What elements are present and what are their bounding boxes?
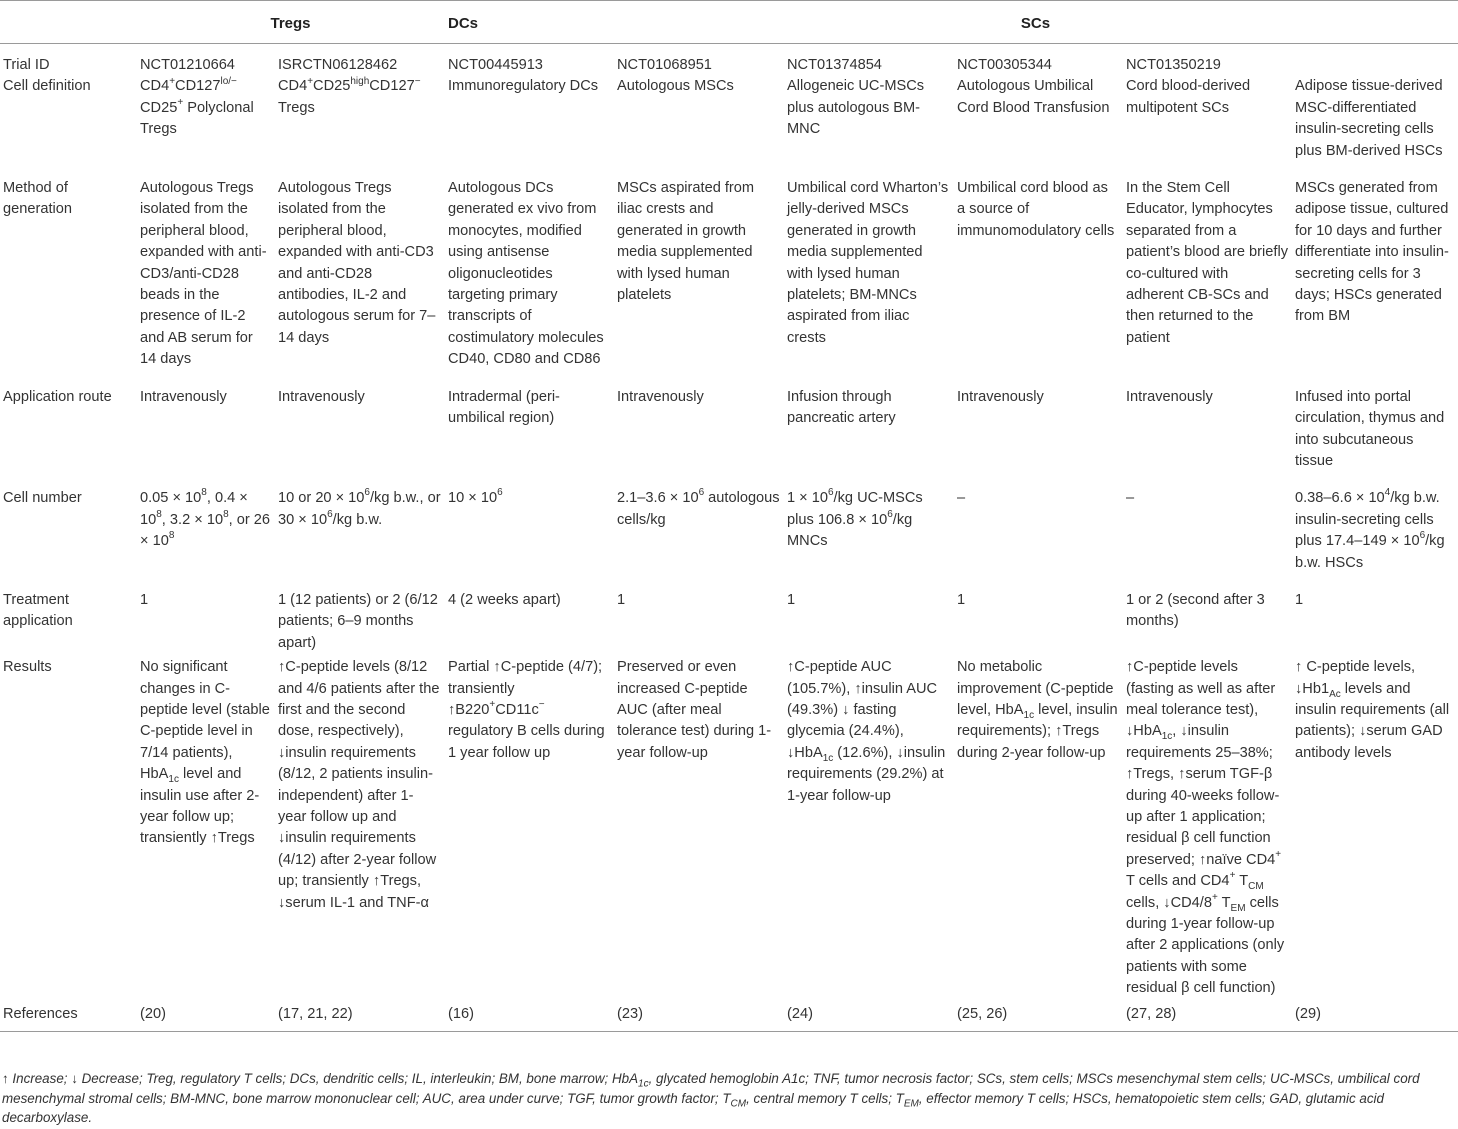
cell-route-col6: Intravenously [957, 388, 1044, 405]
row-label-res: Results [3, 659, 52, 676]
cell-res-col1: No significant changes in C-peptide level (stable C-peptide level in 7/14 patients), HbA$_{1c}$ level and insulin use after 2-year follow up; transiently ↑Tregs [140, 659, 270, 847]
cell-num-col4: $2.1-3.6 \times 10^6$ autologous cells/kg [617, 487, 780, 528]
cell-cell-col4: Autologous MSCs [617, 78, 734, 95]
cell-num-col8: $0.38-6.6 \times 10^4/kg$ b.w. insulin-secreting cells plus $17.4-149 \times 10^6/kg$ b.w. HSCs [1295, 487, 1445, 571]
cell-route-col3: Intradermal (peri-umbilical region) [448, 388, 560, 427]
cell-ref-col2: (17, 21, 22) [278, 1005, 353, 1022]
cell-gen-col7: In the Stem Cell Educator, lymphocytes separated from a patient’s blood are briefly co-cultured with adherent CB-SCs and then returned to the patient [1126, 180, 1288, 346]
cell-tx-col1: 1 [140, 591, 149, 608]
row-label-ref: References [3, 1005, 78, 1022]
cell-gen-col1: Autologous Tregs isolated from the peripheral blood, expanded with anti-CD3/anti-CD28 beads in the presence of IL-2 and AB serum for 14 days [140, 180, 267, 368]
cell-trial-col1: NCT01210664 [140, 57, 235, 73]
group-scs: SCs [1020, 14, 1051, 32]
row-route [0, 377, 1458, 479]
table-footnote: ↑ Increase; ↓ Decrease; Treg, regulatory T cells; DCs, dendritic cells; IL, interleukin; BM, bone marrow; HbA$_{1c}$, glycated hemoglobin A1c; TNF, tumor necrosis factor; SCs, stem cells; MSCs mesenchymal stem cells; UC-MSCs, umbilical cord mesenchymal stromal cells; BM-MNC, bone marrow mononuclear cell; AUC, area under curve; TGF, tumor growth factor; $T_{CM}$, central memory T cells; $T_{EM}$, effector memory T cells; HSCs, hematopoietic stem cells; GAD, glutamic acid decarboxylase. [2, 1071, 1420, 1126]
cell-trial-col5: NCT01374854 [787, 57, 882, 73]
cell-ref-col5: (24) [787, 1005, 813, 1022]
cell-num-col5: $1 \times 10^6/kg$ UC-MSCs plus $106.8 \times 10^6/kg$ MNCs [787, 487, 923, 550]
row-trial [0, 44, 1458, 77]
cell-route-col4: Intravenously [617, 388, 704, 405]
corner-cell [0, 1, 137, 44]
row-cell [0, 76, 1458, 168]
cell-num-col1: $0.05 \times 10^8$, $0.4 \times 10^8$, $3.2 \times 10^8$, or $26 \times 10^8$ [140, 487, 270, 550]
cell-res-col4: Preserved or even increased C-peptide AUC (after meal tolerance test) during 1-year follow-up [617, 659, 772, 761]
cell-cell-col2: $CD4^+CD25^{high}CD127^-$ Tregs [278, 75, 421, 116]
cell-num-col6: – [957, 490, 966, 507]
table-body [0, 44, 1458, 1032]
cell-gen-col8: MSCs generated from adipose tissue, cultured for 10 days and further differentiate into insulin-secreting cells for 3 days; HSCs generated from BM [1295, 180, 1449, 325]
cell-route-col1: Intravenously [140, 388, 227, 405]
cell-cell-col6: Autologous Umbilical Cord Blood Transfusion [957, 78, 1110, 116]
row-label-num: Cell number [3, 490, 82, 507]
cell-route-col8: Infused into portal circulation, thymus and into subcutaneous tissue [1295, 388, 1445, 469]
cell-tx-col4: 1 [617, 591, 626, 608]
cell-res-col3: Partial ↑C-peptide (4/7); transiently ↑B220+CD11c− regulatory B cells during 1 year follow up [448, 659, 605, 761]
cell-tx-col6: 1 [957, 591, 966, 608]
cell-route-col5: Infusion through pancreatic artery [787, 388, 896, 427]
cell-res-col7: ↑C-peptide levels (fasting as well as after meal tolerance test), ↓HbA$_{1c}$, ↓insulin requirements 25–38%; ↑Tregs, ↑serum TGF-β during 40-weeks follow-up after 1 application; residual β cell function preserved; ↑naïve CD4+ T cells and CD4+ $T_{CM}$ cells, ↓CD4/8+ $T_{EM}$ cells during 1-year follow-up after 2 applications (only patients with some residual β cell function) [1126, 659, 1285, 997]
group-tregs: Tregs [270, 14, 311, 32]
row-label-gen: Method of generation [3, 180, 72, 218]
cell-gen-col5: Umbilical cord Wharton’s jelly-derived MSCs generated in growth media supplemented with lysed human platelets; BM-MNCs aspirated from iliac crests [787, 180, 949, 346]
row-tx [0, 580, 1458, 657]
row-label-route: Application route [3, 388, 112, 405]
cell-ref-col8: (29) [1295, 1005, 1321, 1022]
cell-tx-col7: 1 or 2 (second after 3 months) [1126, 591, 1265, 630]
row-label-cell: Cell definition [3, 78, 91, 95]
cell-tx-col3: 4 (2 weeks apart) [448, 591, 561, 608]
cell-num-col2: 10 or $20 \times 10^6/kg$ b.w., or $30 \times 10^6/kg$ b.w. [278, 487, 441, 528]
cell-cell-col8: Adipose tissue-derived MSC-differentiated insulin-secreting cells plus BM-derived HSCs [1295, 78, 1443, 159]
row-res [0, 657, 1458, 1003]
cell-trial-col2: ISRCTN06128462 [278, 57, 398, 73]
cell-num-col3: $10 \times 10^6$ [448, 487, 503, 507]
cell-route-col2: Intravenously [278, 388, 365, 405]
cell-tx-col5: 1 [787, 591, 796, 608]
cell-tx-col2: 1 (12 patients) or 2 (6/12 patients; 6–9 months apart) [278, 591, 438, 651]
cell-ref-col6: (25, 26) [957, 1005, 1008, 1022]
cell-cell-col3: Immunoregulatory DCs [448, 78, 599, 95]
cell-ref-col4: (23) [617, 1005, 643, 1022]
cell-gen-col6: Umbilical cord blood as a source of immunomodulatory cells [957, 180, 1115, 239]
cell-ref-col7: (27, 28) [1126, 1005, 1177, 1022]
cell-trial-col6: NCT00305344 [957, 57, 1052, 73]
cell-num-col7: – [1126, 490, 1135, 507]
cell-trial-col3: NCT00445913 [448, 57, 543, 73]
cell-trial-col8 [1292, 44, 1458, 77]
cell-cell-col1: $CD4^+CD127^{lo/-}$ CD25+ Polyclonal Tregs [140, 75, 254, 138]
row-label-tx: Treatment application [3, 591, 73, 630]
cell-res-col2: ↑C-peptide levels (8/12 and 4/6 patients after the first and the second dose, respectively), ↓insulin requirements (8/12, 2 patients insulin-independent) after 1-year follow up and ↓insulin requirements (4/12) after 2-year follow up; transiently ↑Tregs, ↓serum IL-1 and TNF-α [278, 659, 440, 911]
cell-trial-col4: NCT01068951 [617, 57, 712, 73]
row-num [0, 478, 1458, 580]
cell-gen-col2: Autologous Tregs isolated from the peripheral blood, expanded with anti-CD3 and anti-CD28 antibodies, IL-2 and autologous serum for 7–14 days [278, 180, 436, 346]
cell-res-col8: ↑ C-peptide levels, $↓Hb1_{Ac}$ levels and insulin requirements (all patients); ↓serum GAD antibody levels [1295, 659, 1450, 761]
cell-trial-col7: NCT01350219 [1126, 57, 1221, 73]
cell-res-col6: No metabolic improvement (C-peptide level, HbA$_{1c}$ level, insulin requirements); ↑Tregs during 2-year follow-up [957, 659, 1118, 761]
row-ref [0, 1003, 1458, 1032]
cell-gen-col4: MSCs aspirated from iliac crests and generated in growth media supplemented with lysed human platelets [617, 180, 755, 304]
cell-gen-col3: Autologous DCs generated ex vivo from monocytes, modified using antisense oligonucleotides targeting primary transcripts of costimulatory molecules CD40, CD80 and CD86 [448, 180, 604, 368]
cell-tx-col8: 1 [1295, 591, 1304, 608]
cell-res-col5: ↑C-peptide AUC (105.7%), ↑insulin AUC (49.3%) ↓ fasting glycemia (24.4%), ↓HbA$_{1c}$ (12.6%), ↓insulin requirements (29.2%) at 1-year follow-up [787, 659, 946, 804]
cell-cell-col5: Allogeneic UC-MSCs plus autologous BM-MNC [787, 78, 925, 138]
cell-route-col7: Intravenously [1126, 388, 1213, 405]
cell-ref-col1: (20) [140, 1005, 166, 1022]
cell-ref-col3: (16) [448, 1005, 474, 1022]
row-gen [0, 168, 1458, 377]
row-label-trial: Trial ID [3, 57, 50, 73]
cell-cell-col7: Cord blood-derived multipotent SCs [1126, 78, 1251, 116]
group-dcs: DCs [448, 14, 479, 32]
group-header-row [0, 1, 1458, 44]
